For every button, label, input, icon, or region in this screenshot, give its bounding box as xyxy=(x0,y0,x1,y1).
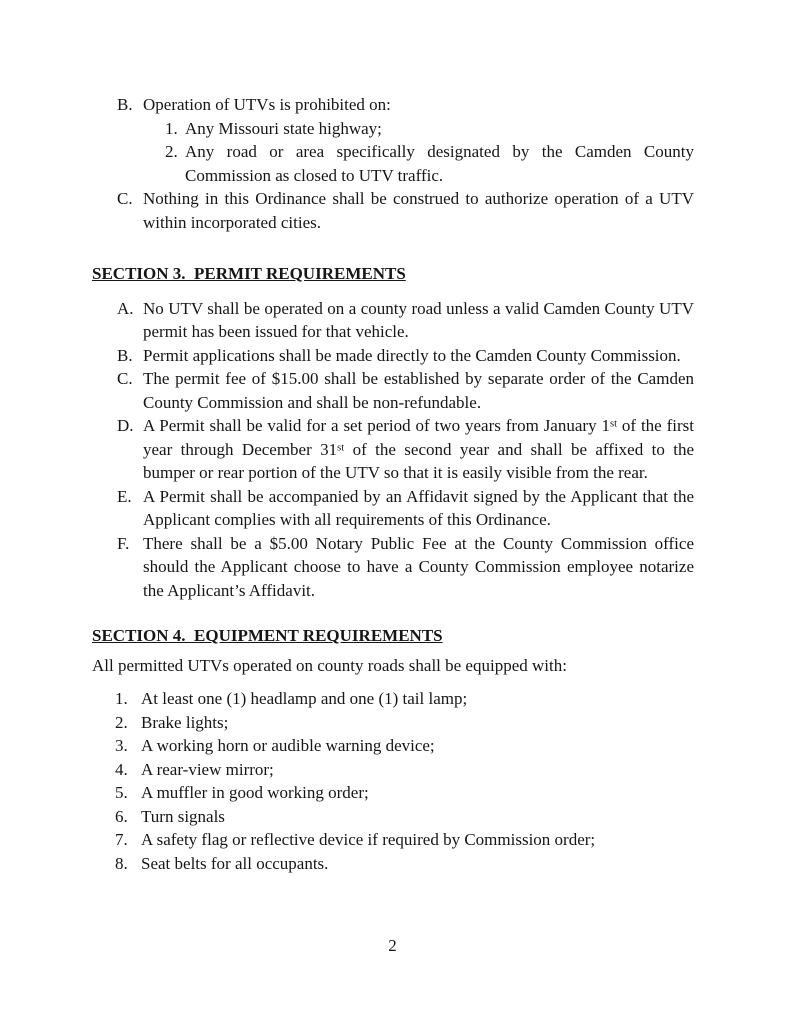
equipment-item-7 xyxy=(115,828,694,852)
ordinal-superscript: st xyxy=(337,442,345,454)
list-item-marker: 6. xyxy=(115,806,128,826)
section-3-item-f xyxy=(117,532,694,603)
list-item-marker: 4. xyxy=(115,759,128,779)
section-3-list xyxy=(92,297,694,603)
list-item-text: There shall be a $5.00 Notary Public Fee at the County Commission office should the Applicant choose to have a County Commission employee notarize the Applicant’s Affidavit. xyxy=(143,533,694,600)
list-item-marker: 8. xyxy=(115,853,128,873)
section-3-item-a xyxy=(117,297,694,344)
list-item-text: Operation of UTVs is prohibited on: xyxy=(143,95,391,114)
sublist-item-2 xyxy=(165,140,694,187)
list-item-text: Seat belts for all occupants. xyxy=(141,853,329,873)
equipment-item-3 xyxy=(115,734,694,758)
equipment-item-2 xyxy=(115,711,694,735)
list-item-marker: D. xyxy=(117,416,134,435)
section-3-heading: SECTION 3. PERMIT REQUIREMENTS xyxy=(92,264,406,283)
list-item-marker: E. xyxy=(117,486,132,506)
section-3-item-e xyxy=(117,485,694,532)
list-item-marker: C. xyxy=(117,189,133,208)
list-item-c xyxy=(117,187,694,234)
list-item-text: A safety flag or reflective device if required by Commission order; xyxy=(141,830,596,849)
list-item-text: Brake lights; xyxy=(141,712,229,732)
list-item-text: Turn signals xyxy=(141,806,225,826)
list-item-marker: 2. xyxy=(115,712,128,732)
list-item-text: The permit fee of $15.00 shall be established by separate order of the Camden County Commission and shall be non-refundable. xyxy=(143,369,694,412)
equipment-list xyxy=(92,687,694,875)
section-3-item-b xyxy=(117,344,694,368)
list-item-text: A Permit shall be accompanied by an Affidavit signed by the Applicant that the Applicant complies with all requirements of this Ordinance. xyxy=(143,486,694,529)
equipment-item-1 xyxy=(115,687,694,711)
intro-sublist xyxy=(165,117,694,188)
list-item-marker: 1. xyxy=(115,689,128,708)
text-segment: of the first year through December 31 xyxy=(143,416,694,459)
list-item-text xyxy=(143,414,694,485)
section-4-intro-paragraph: All permitted UTVs operated on county roads shall be equipped with: xyxy=(92,655,567,675)
section-3-item-c xyxy=(117,367,694,414)
list-item-marker: C. xyxy=(117,369,133,388)
section-4-heading: SECTION 4. EQUIPMENT REQUIREMENTS xyxy=(92,626,443,645)
list-item-marker: 7. xyxy=(115,830,128,849)
equipment-item-5 xyxy=(115,781,694,805)
list-item-marker: B. xyxy=(117,95,133,114)
list-item-text: A working horn or audible warning device; xyxy=(141,736,435,755)
list-item-marker: 1. xyxy=(165,118,178,138)
text-segment: A Permit shall be valid for a set period of two years from January 1 xyxy=(143,416,610,435)
list-item-text: A rear-view mirror; xyxy=(141,759,274,779)
ordinal-superscript: st xyxy=(609,418,617,430)
section-3-item-d xyxy=(117,414,694,485)
list-item-marker: F. xyxy=(117,533,130,553)
list-item-body xyxy=(143,93,694,187)
text-segment: of the second year and shall be affixed to the bumper or rear portion of the UTV so that it is easily visible from the rear. xyxy=(143,439,694,482)
list-item-text: Any road or area specifically designated by the Camden County Commission as closed to UTV traffic. xyxy=(185,142,694,185)
list-item-marker: B. xyxy=(117,345,133,365)
equipment-item-6 xyxy=(115,805,694,829)
list-item-text: At least one (1) headlamp and one (1) tail lamp; xyxy=(141,689,468,708)
list-item-marker: 2. xyxy=(165,142,178,161)
page-number: 2 xyxy=(388,936,397,955)
list-item-text: Nothing in this Ordinance shall be construed to authorize operation of a UTV within incorporated cities. xyxy=(143,189,694,232)
list-item-text: A muffler in good working order; xyxy=(141,783,369,802)
list-item-marker: 3. xyxy=(115,736,128,755)
intro-list xyxy=(92,93,694,234)
list-item-marker: 5. xyxy=(115,783,128,802)
equipment-item-4 xyxy=(115,758,694,782)
list-item-b xyxy=(117,93,694,187)
list-item-text: Permit applications shall be made directly to the Camden County Commission. xyxy=(143,345,681,365)
sublist-item-1 xyxy=(165,117,694,141)
list-item-text: Any Missouri state highway; xyxy=(185,118,382,138)
equipment-item-8 xyxy=(115,852,694,876)
list-item-marker: A. xyxy=(117,298,134,318)
list-item-text: No UTV shall be operated on a county road unless a valid Camden County UTV permit has been issued for that vehicle. xyxy=(143,298,694,341)
